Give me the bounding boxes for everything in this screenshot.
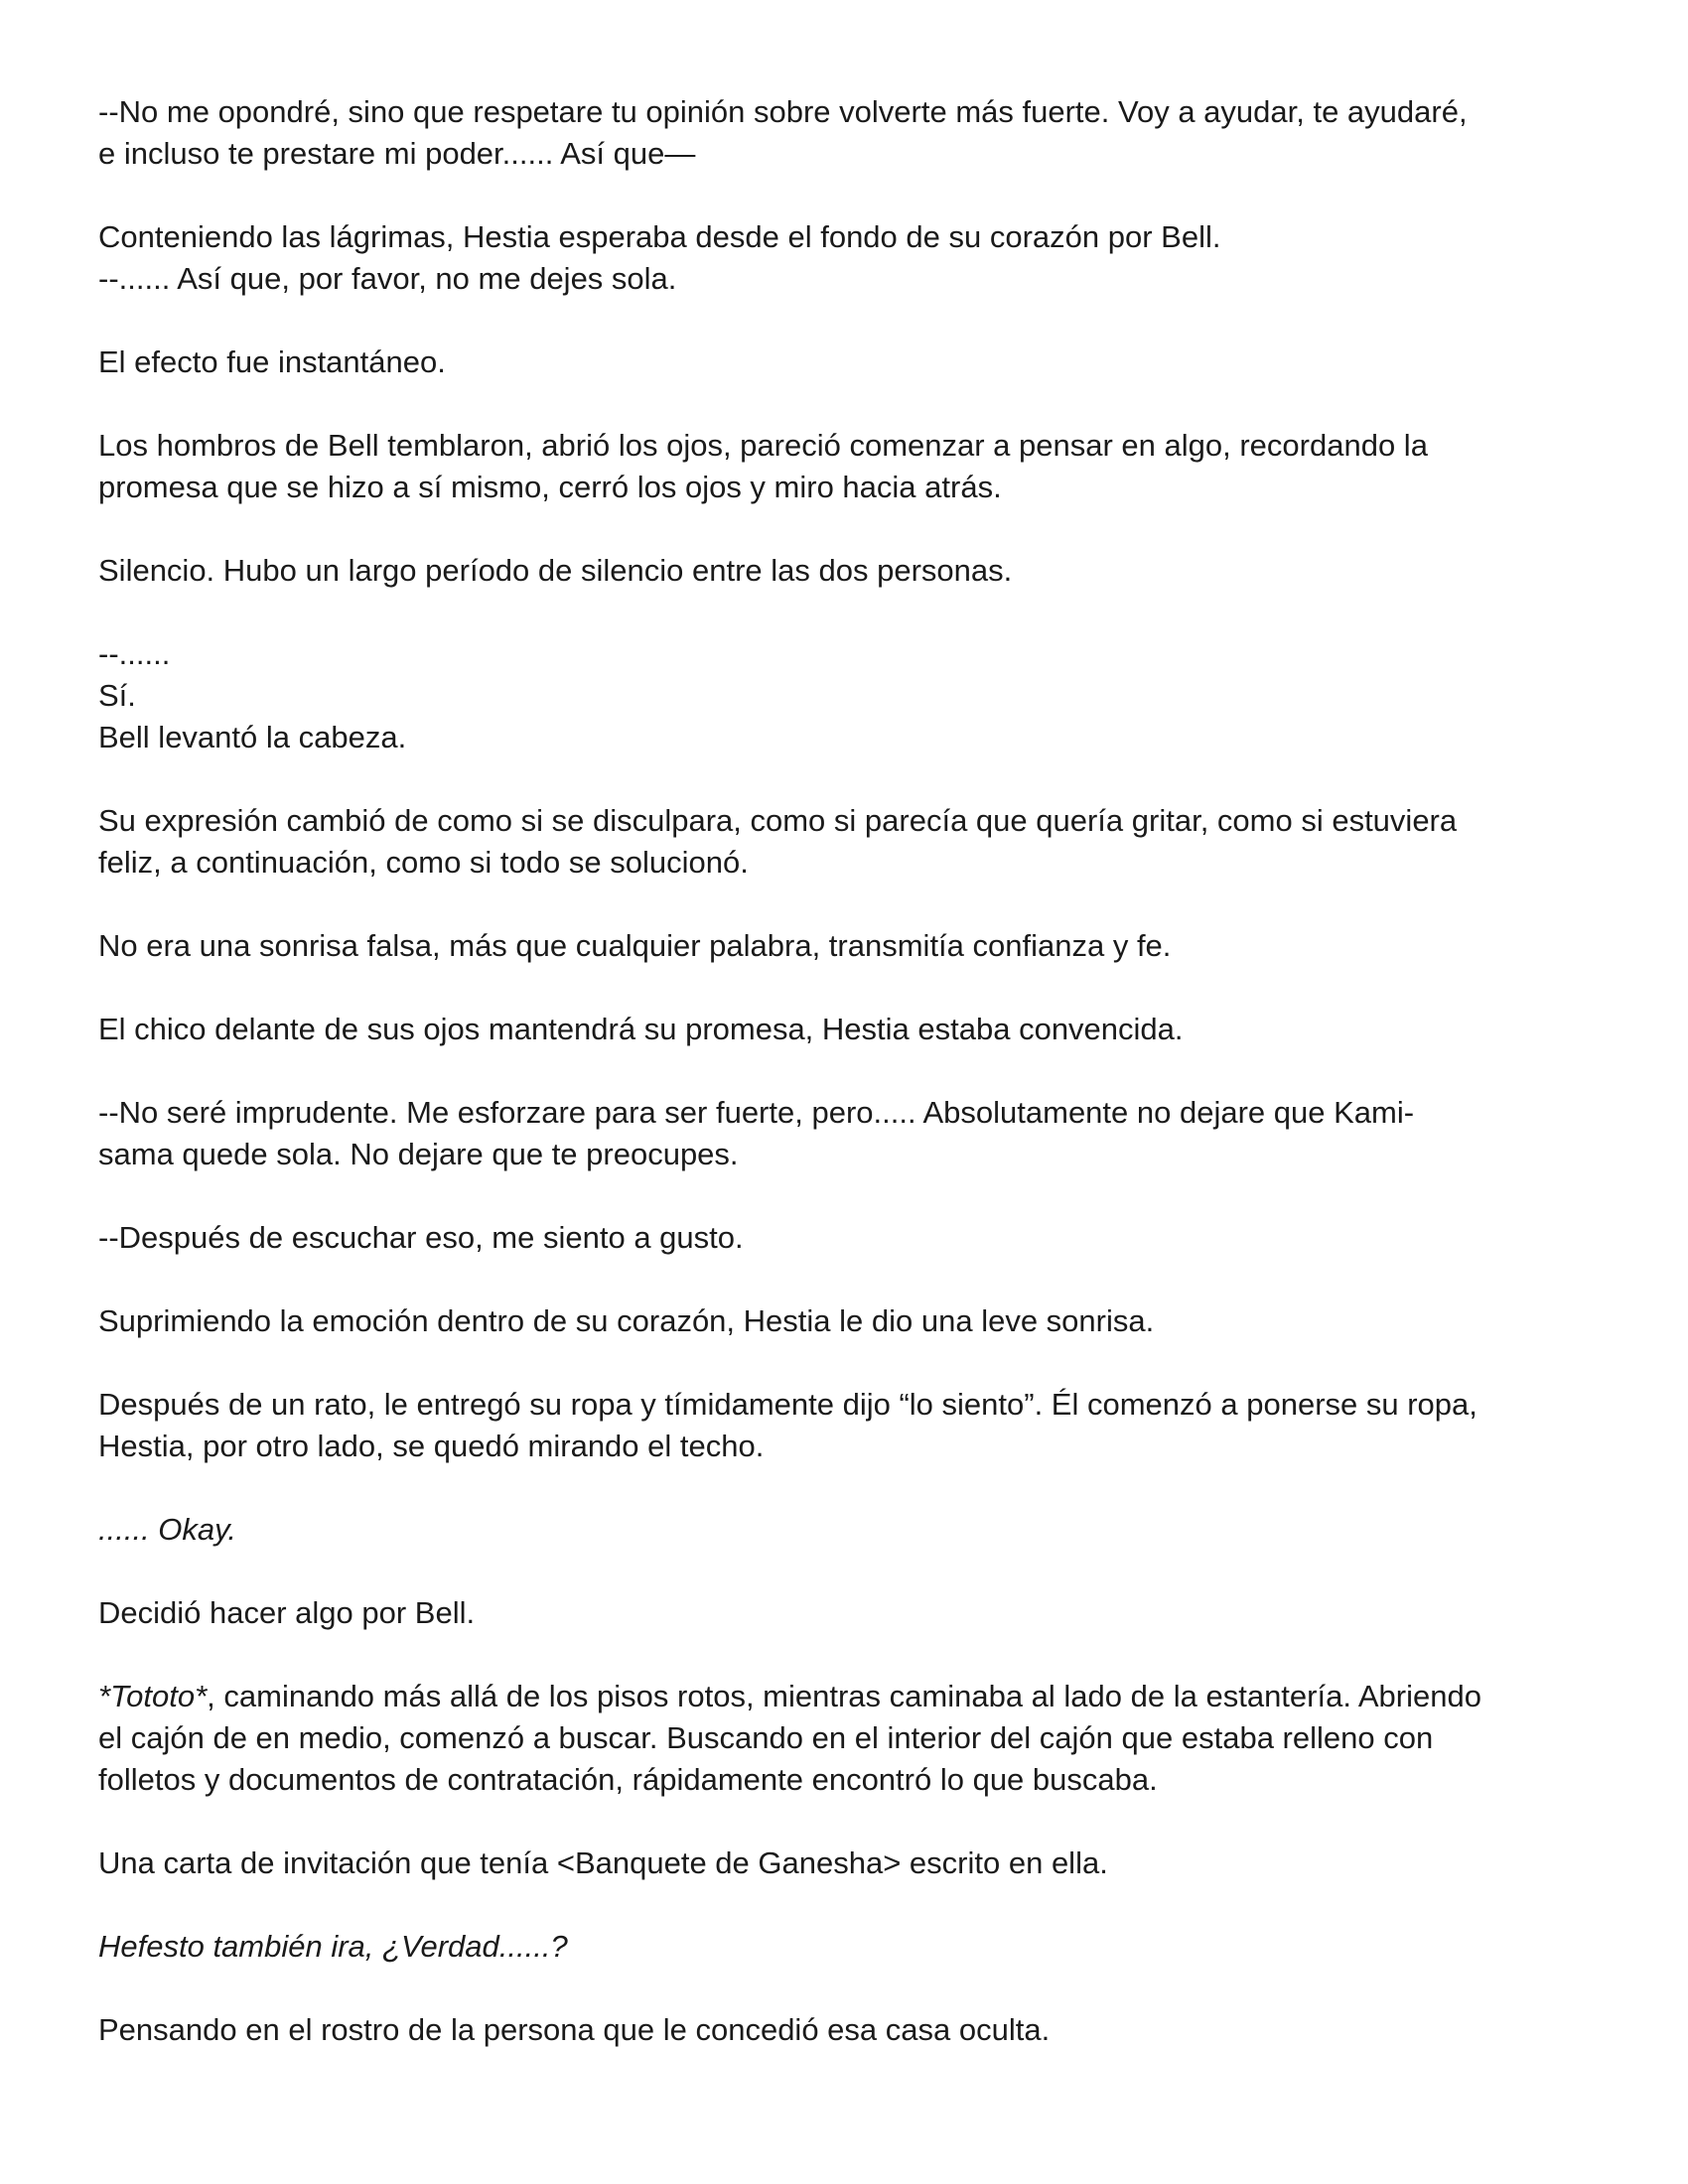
text-line: El chico delante de sus ojos mantendrá su promesa, Hestia estaba convencida. — [98, 1012, 1184, 1046]
paragraph — [98, 925, 1608, 967]
text-line: sama quede sola. No dejare que te preocupes. — [98, 1137, 739, 1171]
text-line: Bell levantó la cabeza. — [98, 720, 407, 754]
paragraph — [98, 1676, 1608, 1801]
paragraph — [98, 425, 1608, 508]
text-line: Suprimiendo la emoción dentro de su corazón, Hestia le dio una leve sonrisa. — [98, 1303, 1155, 1338]
paragraph — [98, 1843, 1608, 1884]
text-line: --No me opondré, sino que respetare tu opinión sobre volverte más fuerte. Voy a ayudar, te ayudaré, — [98, 94, 1468, 129]
paragraph — [98, 1300, 1608, 1342]
text-line: Decidió hacer algo por Bell. — [98, 1595, 476, 1630]
paragraph — [98, 91, 1608, 175]
text-line: --...... Así que, por favor, no me dejes sola. — [98, 261, 677, 296]
paragraph — [98, 1009, 1608, 1050]
paragraph — [98, 2009, 1608, 2051]
text-line: --...... — [98, 636, 171, 671]
text-line: Sí. — [98, 678, 136, 713]
paragraph — [98, 1926, 1608, 1968]
text-run: , caminando más allá de los pisos rotos, mientras caminaba al lado de la estantería. Abriendo — [207, 1679, 1481, 1713]
italic-text-line: Hefesto también ira, ¿Verdad......? — [98, 1929, 568, 1964]
text-line: feliz, a continuación, como si todo se solucionó. — [98, 845, 749, 880]
text-line: folletos y documentos de contratación, rápidamente encontró lo que buscaba. — [98, 1762, 1158, 1797]
text-line: Después de un rato, le entregó su ropa y tímidamente dijo “lo siento”. Él comenzó a ponerse su ropa, — [98, 1387, 1477, 1422]
text-line: Conteniendo las lágrimas, Hestia esperaba desde el fondo de su corazón por Bell. — [98, 219, 1221, 254]
text-line: Los hombros de Bell temblaron, abrió los ojos, pareció comenzar a pensar en algo, recordando la — [98, 428, 1428, 463]
text-line: No era una sonrisa falsa, más que cualquier palabra, transmitía confianza y fe. — [98, 928, 1172, 963]
text-line: Pensando en el rostro de la persona que le concedió esa casa oculta. — [98, 2012, 1051, 2047]
paragraph — [98, 216, 1608, 300]
text-line — [98, 1676, 1608, 1717]
paragraph — [98, 800, 1608, 884]
text-line: Silencio. Hubo un largo período de silencio entre las dos personas. — [98, 553, 1013, 588]
paragraph — [98, 550, 1608, 592]
text-line: El efecto fue instantáneo. — [98, 344, 446, 379]
paragraph — [98, 1217, 1608, 1259]
body-text — [98, 91, 1608, 2093]
paragraph — [98, 1509, 1608, 1551]
text-line: --No seré imprudente. Me esforzare para ser fuerte, pero..... Absolutamente no dejare que Kami- — [98, 1095, 1415, 1130]
text-line: el cajón de en medio, comenzó a buscar. Buscando en el interior del cajón que estaba relleno con — [98, 1720, 1434, 1755]
paragraph — [98, 1592, 1608, 1634]
text-line: promesa que se hizo a sí mismo, cerró los ojos y miro hacia atrás. — [98, 470, 1002, 504]
sound-effect-text: *Tototo* — [98, 1679, 208, 1713]
text-line: Su expresión cambió de como si se disculpara, como si parecía que quería gritar, como si estuviera — [98, 803, 1458, 838]
italic-text-line: ...... Okay. — [98, 1512, 236, 1547]
paragraph — [98, 1092, 1608, 1175]
paragraph — [98, 1384, 1608, 1467]
paragraph — [98, 341, 1608, 383]
text-line: Una carta de invitación que tenía <Banquete de Ganesha> escrito en ella. — [98, 1845, 1108, 1880]
text-line: Hestia, por otro lado, se quedó mirando el techo. — [98, 1429, 765, 1463]
text-line: --Después de escuchar eso, me siento a gusto. — [98, 1220, 744, 1255]
paragraph — [98, 633, 1608, 758]
text-line: e incluso te prestare mi poder...... Así que— — [98, 136, 696, 171]
